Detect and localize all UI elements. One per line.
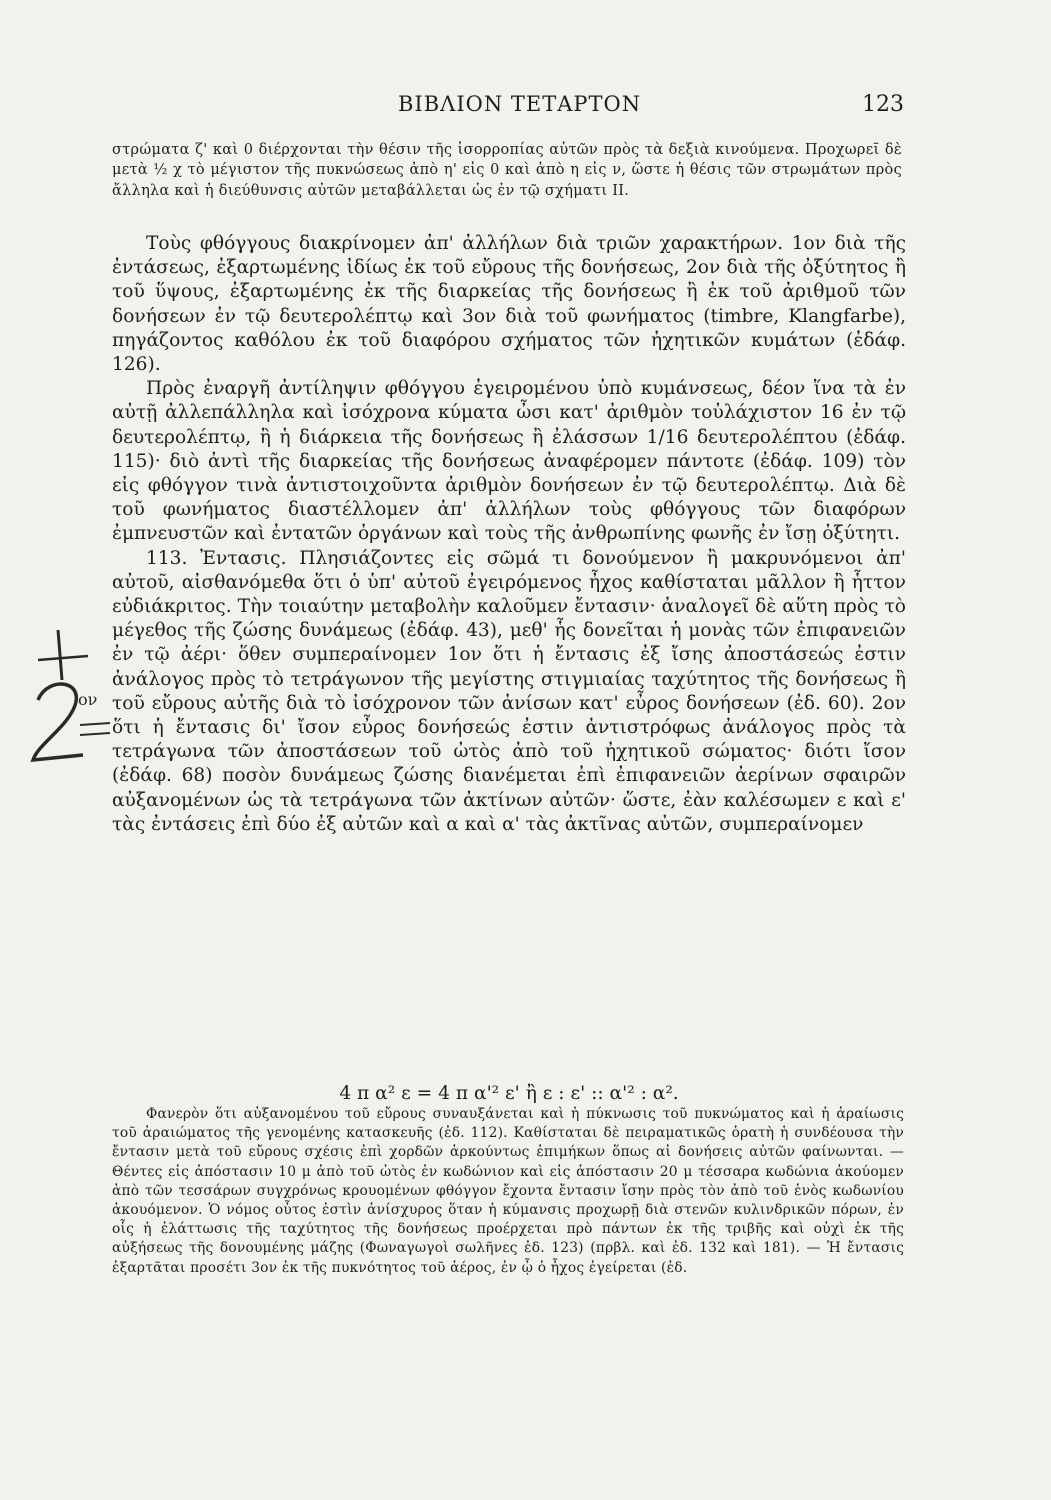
main-text [112,232,906,837]
intro-paragraph: στρώματα ζ' καὶ 0 διέρχονται τὴν θέσιν τῆς ἰσορροπίας αὐτῶν πρὸς τὰ δεξιὰ κινούμενα. Προχωρεῖ δὲ μετὰ ½ χ τὸ μέγιστον τῆς πυκνώσεως ἀπὸ η' εἰς 0 καὶ ἀπὸ η εἰς ν, ὥστε ἡ θέσις τῶν στρωμάτων πρὸς ἄλληλα καὶ ἡ διεύθυνσις αὐτῶν μεταβάλλεται ὡς ἐν τῷ σχήματι II. [112,142,902,199]
running-head [110,92,910,122]
paragraph-characteristics: Τοὺς φθόγγους διακρίνομεν ἀπ' ἀλλήλων διὰ τριῶν χαρακτήρων. 1ον διὰ τῆς ἐντάσεως, ἐξαρτωμένης ἰδίως ἐκ τοῦ εὔρους τῆς δονήσεως, 2ον διὰ τῆς ὀξύτητος ἢ τοῦ ὕψους, ἐξαρτωμένης ἐκ τῆς διαρκείας τῆς δονήσεως ἢ ἐκ τοῦ ἀριθμοῦ τῶν δονήσεων ἐν τῷ δευτερολέπτῳ καὶ 3ον διὰ τοῦ φωνήματος (timbre, Klangfarbe), πηγάζοντος καθόλου ἐκ τοῦ διαφόρου σχήματος τῶν ἠχητικῶν κυμάτων (ἐδάφ. 126). [112,233,906,376]
formula: 4 π α² ε = 4 π α'² ε' ἢ ε : ε' :: α'² : α². [339,1083,679,1104]
svg-text:ον: ον [78,690,98,709]
paragraph-perception: Πρὸς ἐναργῆ ἀντίληψιν φθόγγου ἐγειρομένου ὑπὸ κυμάνσεως, δέον ἵνα τὰ ἐν αὐτῇ ἀλλεπάλληλα καὶ ἰσόχρονα κύματα ὦσι κατ' ἀριθμὸν τοὐλάχιστον 16 ἐν τῷ δευτερολέπτῳ, ἢ ἡ διάρκεια τῆς δονήσεως ἢ ἐλάσσων 1/16 δευτερολέπτου (ἐδάφ. 115)· διὸ ἀντὶ τῆς διαρκείας τῆς δονήσεως ἀναφέρομεν πάντοτε (ἐδάφ. 109) τὸν εἰς φθόγγον τινὰ ἀντιστοιχοῦντα ἀριθμὸν δονήσεων ἐν τῷ δευτερολέπτῳ. Διὰ δὲ τοῦ φωνήματος διαστέλλομεν ἀπ' ἀλλήλων τοὺς φθόγγους τῶν διαφόρων ἐμπνευστῶν καὶ ἐντατῶν ὀργάνων καὶ τοὺς τῆς ἀνθρωπίνης φωνῆς ἐν ἴσῃ ὀξύτητι. [112,378,906,545]
running-title: ΒΙΒΛΙΟΝ ΤΕΤΑΡΤΟΝ [398,92,642,116]
handwritten-annotation-drawing [18,620,118,780]
page-number: 123 [862,92,904,117]
handwritten-margin-note [18,620,118,780]
footnote: Φανερὸν ὅτι αὐξανομένου τοῦ εὔρους συναυξάνεται καὶ ἡ πύκνωσις τοῦ πυκνώματος καὶ ἡ ἀραίωσις τοῦ ἀραιώματος τῆς γενομένης κατασκευῆς (ἐδ. 112). Καθίσταται δὲ πειραματικῶς ὁρατὴ ἡ συνδέουσα τὴν ἔντασιν μετὰ τοῦ εὔρους σχέσις ἐπὶ χορδῶν ἀρκούντως ἐπιμήκων ὅπως αἱ δονήσεις αὐτῶν φαίνωνται. — Θέντες εἰς ἀπόστασιν 10 μ ἀπὸ τοῦ ὠτὸς ἐν κωδώνιον καὶ εἰς ἀπόστασιν 20 μ τέσσαρα κωδώνια ἀκούομεν ἀπὸ τῶν τεσσάρων συγχρόνως κρουομένων φθόγγον ἔχοντα ἔντασιν ἴσην πρὸς τὸν ἀπὸ τοῦ ἑνὸς κωδωνίου ἀκουόμενον. Ὁ νόμος οὗτος ἐστὶν ἀνίσχυρος ὅταν ἡ κύμανσις προχωρῇ διὰ στενῶν κυλινδρικῶν πόρων, ἐν οἷς ἡ ἐλάττωσις τῆς ταχύτητος τῆς δονήσεως προέρχεται πρὸ πάντων ἐκ τῆς τριβῆς καὶ οὐχὶ ἐκ τῆς αὐξήσεως τῆς δονουμένης μάζης (Φωναγωγοὶ σωλῆνες ἐδ. 123) (πρβλ. καὶ ἐδ. 132 καὶ 181). — Ἡ ἔντασις ἐξαρτᾶται προσέτι 3ον ἐκ τῆς πυκνότητος τοῦ ἀέρος, ἐν ᾧ ὁ ἦχος ἐγείρεται (ἐδ. [112,1106,904,1276]
paragraph-section-113: 113. Ἐντασις. Πλησιάζοντες εἰς σῶμά τι δονούμενον ἢ μακρυνόμενοι ἀπ' αὐτοῦ, αἰσθανόμεθα ὅτι ὁ ὑπ' αὐτοῦ ἐγειρόμενος ἦχος καθίσταται μᾶλλον ἢ ἧττον εὐδιάκριτος. Τὴν τοιαύτην μεταβολὴν καλοῦμεν ἔντασιν· ἀναλογεῖ δὲ αὕτη πρὸς τὸ μέγεθος τῆς ζώσης δυνάμεως (ἐδάφ. 43), μεθ' ἧς δονεῖται ἡ μονὰς τῶν ἐπιφανειῶν ἐν τῷ ἀέρι· ὅθεν συμπεραίνομεν 1ον ὅτι ἡ ἔντασις ἐξ ἴσης ἀποστάσεώς ἐστιν ἀνάλογος πρὸς τὸ τετράγωνον τῆς μεγίστης στιγμιαίας ταχύτητος τῆς δονήσεως ἢ τοῦ εὔρους αὐτῆς διὰ τὸ ἰσόχρονον τῶν ἀνίσων κατ' εὖρος δονήσεων (ἐδ. 60). 2ον ὅτι ἡ ἔντασις δι' ἴσον εὖρος δονήσεώς ἐστιν ἀντιστρόφως ἀνάλογος πρὸς τὰ τετράγωνα τῶν ἀποστάσεων τοῦ ὠτὸς ἀπὸ τοῦ ἠχητικοῦ σώματος· διότι ἴσον (ἐδάφ. 68) ποσὸν δυνάμεως ζώσης διανέμεται ἐπὶ ἐπιφανειῶν ἀερίνων σφαιρῶν αὐξανομένων ὡς τὰ τετράγωνα τῶν ἀκτίνων αὐτῶν· ὥστε, ἐὰν καλέσωμεν ε καὶ ε' τὰς ἐντάσεις ἐπὶ δύο ἐξ αὐτῶν καὶ α καὶ α' τὰς ἀκτῖνας αὐτῶν, συμπεραίνομεν [112,547,906,835]
